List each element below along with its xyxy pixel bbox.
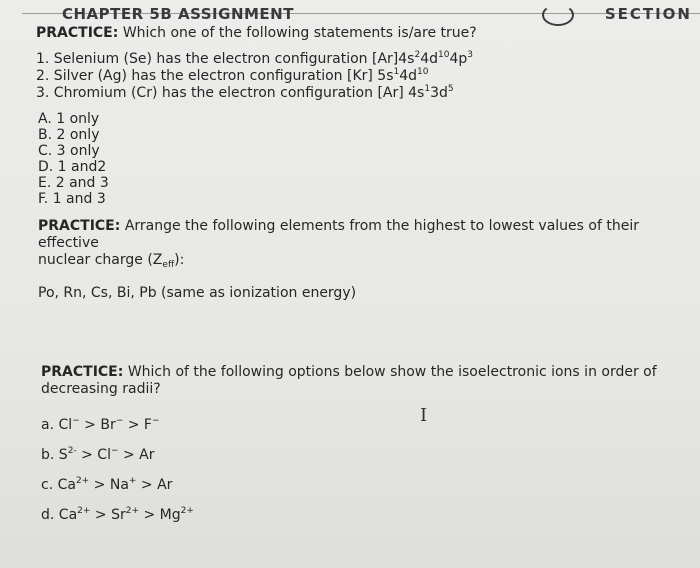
practice-label: PRACTICE: [36, 25, 119, 41]
question-3-prompt [41, 364, 657, 381]
option-d: D. 1 and2 [38, 159, 107, 175]
question-1-prompt [36, 25, 477, 42]
question-3 [41, 364, 657, 524]
statement-2: 2. Silver (Ag) has the electron configuration [Kr] $5s^14d^{10}$ [36, 67, 429, 84]
header-rule [22, 5, 700, 23]
question-1-text: Which one of the following statements is/are true? [122, 25, 477, 41]
statement-3: 3. Chromium (Cr) has the electron configuration [Ar] $4s^13d^5$ [36, 84, 454, 101]
practice-label: PRACTICE: [38, 218, 121, 234]
question-1 [36, 25, 477, 207]
text-cursor-icon: I [420, 405, 428, 426]
practice-label: PRACTICE: [41, 364, 124, 380]
question-2-text: Arrange the following elements from the highest to lowest values of their effective [38, 218, 639, 251]
option-f: F. 1 and 3 [38, 191, 106, 207]
header-logo-icon [542, 4, 574, 26]
ion-option-b: b. $S^{2-} > Cl^- > Ar$ [41, 446, 155, 463]
question-2-prompt [38, 218, 700, 252]
ion-option-d: d. $Ca^{2+} > Sr^{2+} > Mg^{2+}$ [41, 506, 194, 523]
question-2 [38, 218, 700, 302]
option-a: A. 1 only [38, 111, 100, 127]
header-right-text: SECTION [604, 5, 692, 23]
question-3-text: Which of the following options below show the isoelectronic ions in order of [127, 364, 657, 380]
question-3-line-2: decreasing radii? [41, 381, 161, 397]
ion-option-a: a. Cl− > Br− > F− [41, 416, 160, 433]
option-b: B. 2 only [38, 127, 100, 143]
statement-1: 1. Selenium (Se) has the electron configuration $[Ar]4s^24d^{10}4p^3$ [36, 50, 473, 67]
statement-list [36, 51, 477, 102]
question-2-line-2: nuclear charge $(Z_{eff})$: [38, 252, 185, 270]
answer-options [38, 111, 477, 207]
ion-option-c: c. $Ca^{2+} > Na^+ > Ar$ [41, 476, 173, 493]
element-list: Po, Rn, Cs, Bi, Pb (same as ionization energy) [38, 285, 357, 301]
option-e: E. 2 and 3 [38, 175, 109, 191]
option-c: C. 3 only [38, 143, 100, 159]
header-title: CHAPTER 5B ASSIGNMENT [62, 5, 294, 23]
